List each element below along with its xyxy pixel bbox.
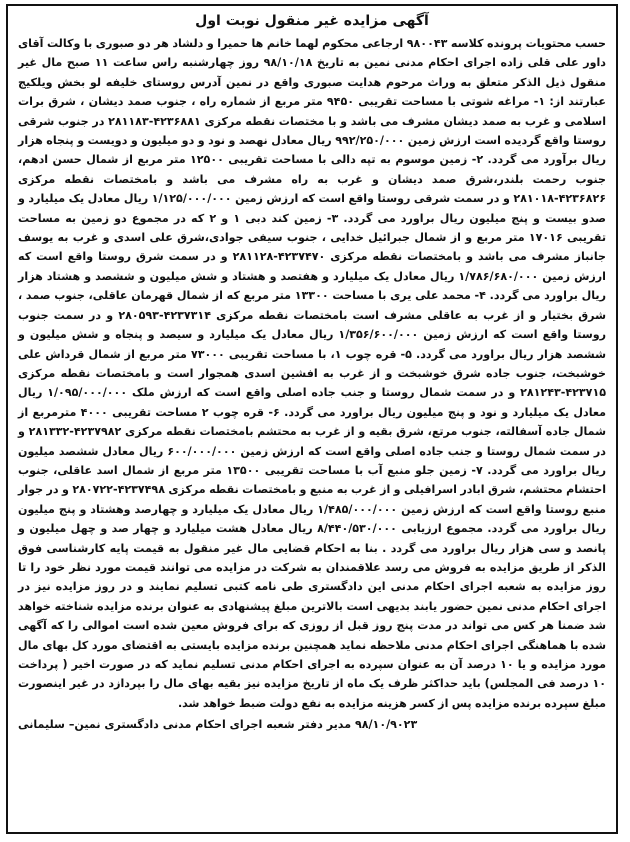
auction-notice: [6, 4, 618, 834]
notice-signature: ۹۸/۱۰/۹۰۲۳ مدیر دفتر شعبه اجرای احکام مدنی دادگستری نمین– سلیمانی: [18, 718, 418, 732]
notice-title: آگهی مزایده غیر منقول نوبت اول: [195, 13, 429, 29]
notice-body: حسب محتویات پرونده کلاسه ۹۸۰۰۴۳ ارجاعی محکوم لهما خانم ها حمیرا و دلشاد هر دو صبوری با وکالت آقای داور علی قلی زاده اجرای احکام مدنی نمین به تاریخ ۹۸/۱۰/۱۸ روز چهارشنبه راس ساعت ۱۱ صبح مال غیر منقول ذیل الذکر متعلق به وراث مرحوم هدایت صبوری واقع در نمین آدرس روستای خلیفه لو بخش ویلکیج عبارتند از: ۱- مراغه شوتی با مساحت تقریبی ۹۴۵۰ متر مربع از شماره راه ، جنوب صمد دیشان ، شرق برات اسلامی و غرب به صمد دیشان مشرف می باشد و با مختصات نقطه مرکزی ۴۲۳۶۸۸۱-۲۸۱۱۸۳ در جنوب شرقی روستا واقع گردیده است ارزش زمین ۹۹۲/۲۵۰/۰۰۰ ریال معادل نهصد و نود و دو میلیون و دویست و پنجاه هزار ریال برآورد می گردد. ۲- زمین موسوم به تپه دالی با مساحت تقریبی ۱۲۵۰۰ متر مربع از شمال حسن ادهم، جنوب رحمت بلندر،شرق صمد دیشان و غرب به راه مشرف می باشد و بامختصات نقطه مرکزی ۴۲۳۶۸۲۶-۲۸۱۰۱۸ و در سمت شرقی روستا واقع است که ارزش زمین ۱/۱۲۵/۰۰۰/۰۰۰ ریال معادل یک میلیارد و صدو بیست و پنج میلیون ریال براورد می گردد. ۳- زمین کند دبی ۱ و ۲ که در مجموع دو زمین به مساحت تقریبی ۱۷۰۱۶ متر مربع و از شمال جبرائیل خدایی ، جنوب سیفی جوادی،شرق علی اسدی و غرب به یوسف جانباز مشرف می باشد و بامختصات نقطه مرکزی ۴۲۳۷۴۷۰-۲۸۱۱۲۸ و در سمت شرق روستا واقع است که ارزش زمین ۱/۷۸۶/۶۸۰/۰۰۰ ریال معادل یک میلیارد و هفتصد و هشتاد و شش میلیون و ششصد و هشتاد هزار ریال براورد می گردد. ۴- محمد علی یری با مساحت ۱۳۳۰۰ متر مربع که از شمال قهرمان عاقلی، جنوب صمد ، شرق بختیار و از غرب به عاقلی مشرف است بامختصات نقطه مرکزی ۴۲۳۷۳۱۴-۲۸۰۵۹۳ و در سمت جنوب روستا واقع است که ارزش زمین ۱/۳۵۶/۶۰۰/۰۰۰ ریال معادل یک میلیارد و سیصد و پنجاه و شش میلیون و ششصد هزار ریال براورد می گردد. ۵- قره چوب ۱، با مساحت تقریبی ۷۳۰۰۰ متر مربع از شمال قرداش علی خوشبخت، جنوب جاده شرق خوشبخت و از غرب به افشین اسدی همجوار است و بامختصات نقطه مرکزی ۴۲۳۷۱۵-۲۸۱۲۴۳ و در سمت شمال روستا و جنب جاده اصلی واقع است که ارزش ملک ۱/۰۹۵/۰۰۰/۰۰۰ ریال معادل یک میلیارد و نود و پنج میلیون ریال براورد می گردد. ۶- قره چوب ۲ مساحت تقریبی ۴۰۰۰ مترمربع از شمال جاده آسفالته، جنوب مرتع، شرق بقیه و از غرب به محتشم بامختصات نقطه مرکزی ۴۲۳۷۹۸۲-۲۸۱۳۳۲ و در سمت شمال روستا و جنب جاده اصلی واقع است که ارزش زمین ۶۰۰/۰۰۰/۰۰۰ ریال معادل ششصد میلیون ریال براورد می گردد. ۷- زمین جلو منبع آب با مساحت تقریبی ۱۳۵۰۰ متر مربع از شمال اسد عاقلی، جنوب احتشام محتشم، شرق ابادر اسرافیلی و از غرب به منبع و بامختصات نقطه مرکزی ۴۲۳۷۴۹۸-۲۸۰۷۲۲ و در جوار منبع روستا واقع است که ارزش زمین ۱/۴۸۵/۰۰۰/۰۰۰ ریال معادل یک میلیارد و چهارصد وهشتاد و پنج میلیون ریال براورد می گردد. مجموع ارزیابی ۸/۴۴۰/۵۳۰/۰۰۰ ریال معادل هشت میلیارد و چهار صد و چهل میلیون و پانصد و سی هزار ریال براورد می گردد . بنا به احکام قضایی مال غیر منقول به قیمت پایه کارشناسی فوق الذکر از طریق مزایده به فروش می رسد علاقمندان به شرکت در مزایده می توانند قیمت مورد نظر خود را تا روز مزایده به شعبه اجرای احکام مدنی این دادگستری طی نامه کتبی تسلیم نمایند و در روز مزایده نیز در اجرای احکام مدنی نمین حضور یابند بدیهی است بالاترین مبلغ پیشنهادی به عنوان برنده مزایده شناخته خواهد شد ضمنا هر کس می تواند در مدت پنج روز قبل از روزی که برای فروش معین شده است اموالی را که آگهی شده با هماهنگی اجرای احکام مدنی ملاحظه نماید همچنین برنده مزایده بایستی به اقتضای مورد کل بهای مال مورد مزایده و یا ۱۰ درصد آن به عنوان سپرده به اجرای احکام مدنی تسلیم نماید که در صورت اخیر ( پرداخت ۱۰ درصد فی المجلس) باید حداکثر ظرف یک ماه از تاریخ مزایده نیز بقیه بهای مال را بپردازد در غیر اینصورت مبلغ سپرده برنده مزایده پس از کسر هزینه مزایده به نفع دولت ضبط خواهد شد.: [18, 37, 607, 710]
